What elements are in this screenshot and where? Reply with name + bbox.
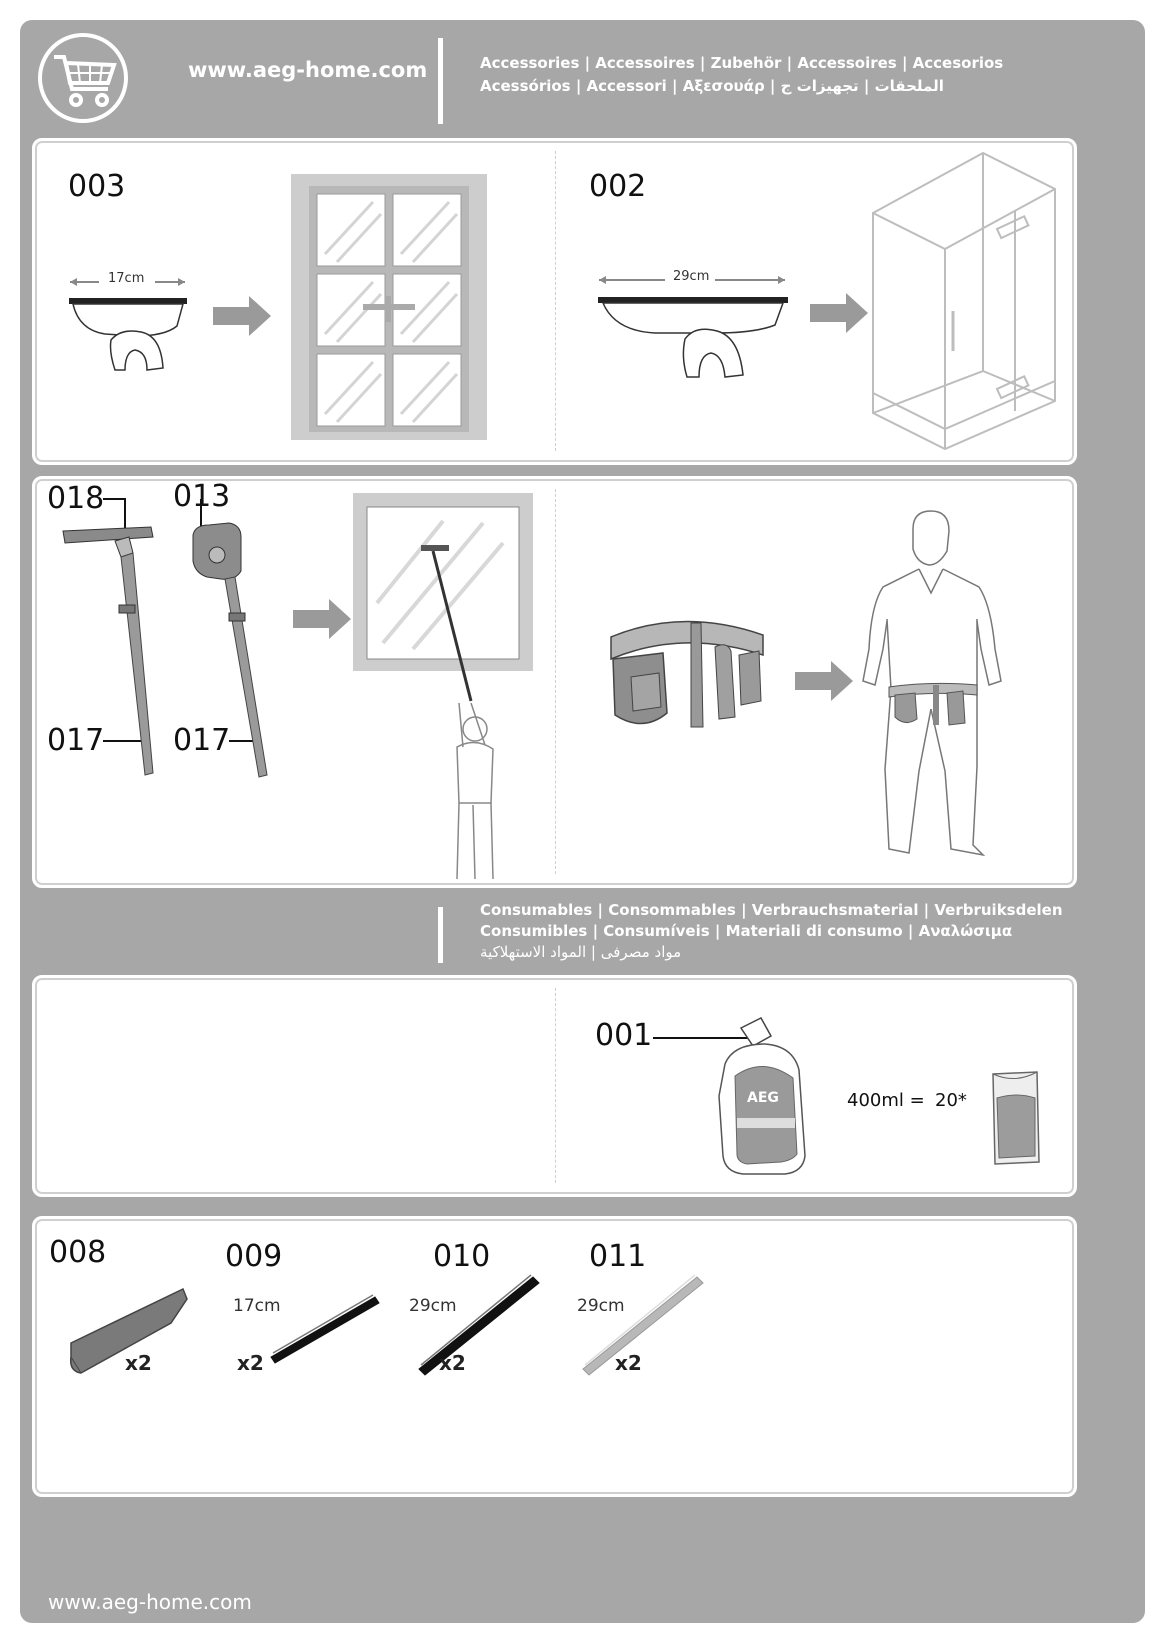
header-separator <box>438 38 443 124</box>
cart-badge <box>38 33 128 123</box>
code-013: 013 <box>173 479 231 514</box>
code-008: 008 <box>49 1235 107 1270</box>
panel-detergent <box>32 975 1077 1197</box>
width-17cm-label: 17cm <box>108 271 145 286</box>
blade-29cm-black-illustration <box>415 1269 545 1379</box>
qty-008: x2 <box>125 1351 152 1375</box>
shower-cabin-illustration <box>865 151 1065 451</box>
shopping-cart-icon <box>50 51 120 111</box>
accessories-languages-line1: Accessories | Accessoires | Zubehör | Accessoires | Accesorios <box>480 54 1004 72</box>
bottle-brand-label: AEG <box>747 1090 779 1106</box>
arrow-right-icon <box>810 293 870 333</box>
detergent-bottle-illustration <box>653 1006 833 1181</box>
page-frame <box>20 20 1145 1623</box>
window-cleaning-person-illustration <box>353 493 538 883</box>
refill-sachet-illustration <box>987 1070 1047 1170</box>
code-001: 001 <box>595 1018 653 1053</box>
size-011: 29cm <box>577 1296 625 1316</box>
code-017-right: 017 <box>173 723 231 758</box>
size-010: 29cm <box>409 1296 457 1316</box>
panel-divider <box>555 489 556 874</box>
size-009: 17cm <box>233 1296 281 1316</box>
consumables-separator <box>438 907 443 963</box>
consumables-languages-line1: Consumables | Consommables | Verbrauchsmaterial | Verbruiksdelen <box>480 901 1063 919</box>
qty-010: x2 <box>439 1351 466 1375</box>
qty-009: x2 <box>237 1351 264 1375</box>
code-011: 011 <box>589 1239 647 1274</box>
panel-spare-blades <box>32 1216 1077 1497</box>
panel-divider <box>555 988 556 1183</box>
arrow-right-icon <box>293 599 353 639</box>
panel-squeegees <box>32 138 1077 465</box>
sachet-count-label: 20* <box>935 1090 967 1111</box>
blade-29cm-grey-illustration <box>579 1269 709 1379</box>
code-009: 009 <box>225 1239 283 1274</box>
consumables-languages-line2: Consumibles | Consumíveis | Materiali di consumo | Αναλώσιμα <box>480 922 1013 940</box>
qty-011: x2 <box>615 1351 642 1375</box>
code-002: 002 <box>589 169 647 204</box>
code-018: 018 <box>47 481 105 516</box>
person-wearing-belt-illustration <box>835 509 1015 879</box>
arrow-right-icon <box>213 296 273 336</box>
extension-poles-illustration <box>35 479 335 799</box>
window-illustration <box>291 174 489 442</box>
panel-extension-and-belt <box>32 476 1077 888</box>
volume-label: 400ml = <box>847 1090 925 1111</box>
code-017-left: 017 <box>47 723 105 758</box>
code-003: 003 <box>68 169 126 204</box>
width-29cm-label: 29cm <box>673 269 710 284</box>
consumables-languages-line3: مواد مصرفی | المواد الاستهلاكية <box>480 943 682 961</box>
code-010: 010 <box>433 1239 491 1274</box>
website-link[interactable]: www.aeg-home.com <box>188 58 428 82</box>
small-squeegee-icon <box>65 266 205 386</box>
accessories-languages-line2: Acessórios | Accessori | Αξεσουάρ | الملحقات | تجهيزات ج <box>480 77 944 95</box>
large-squeegee-icon <box>595 263 795 383</box>
blade-17cm-illustration <box>265 1289 385 1369</box>
tool-belt-illustration <box>603 607 778 742</box>
panel-divider <box>555 151 556 451</box>
footer-website-link[interactable]: www.aeg-home.com <box>48 1590 252 1614</box>
